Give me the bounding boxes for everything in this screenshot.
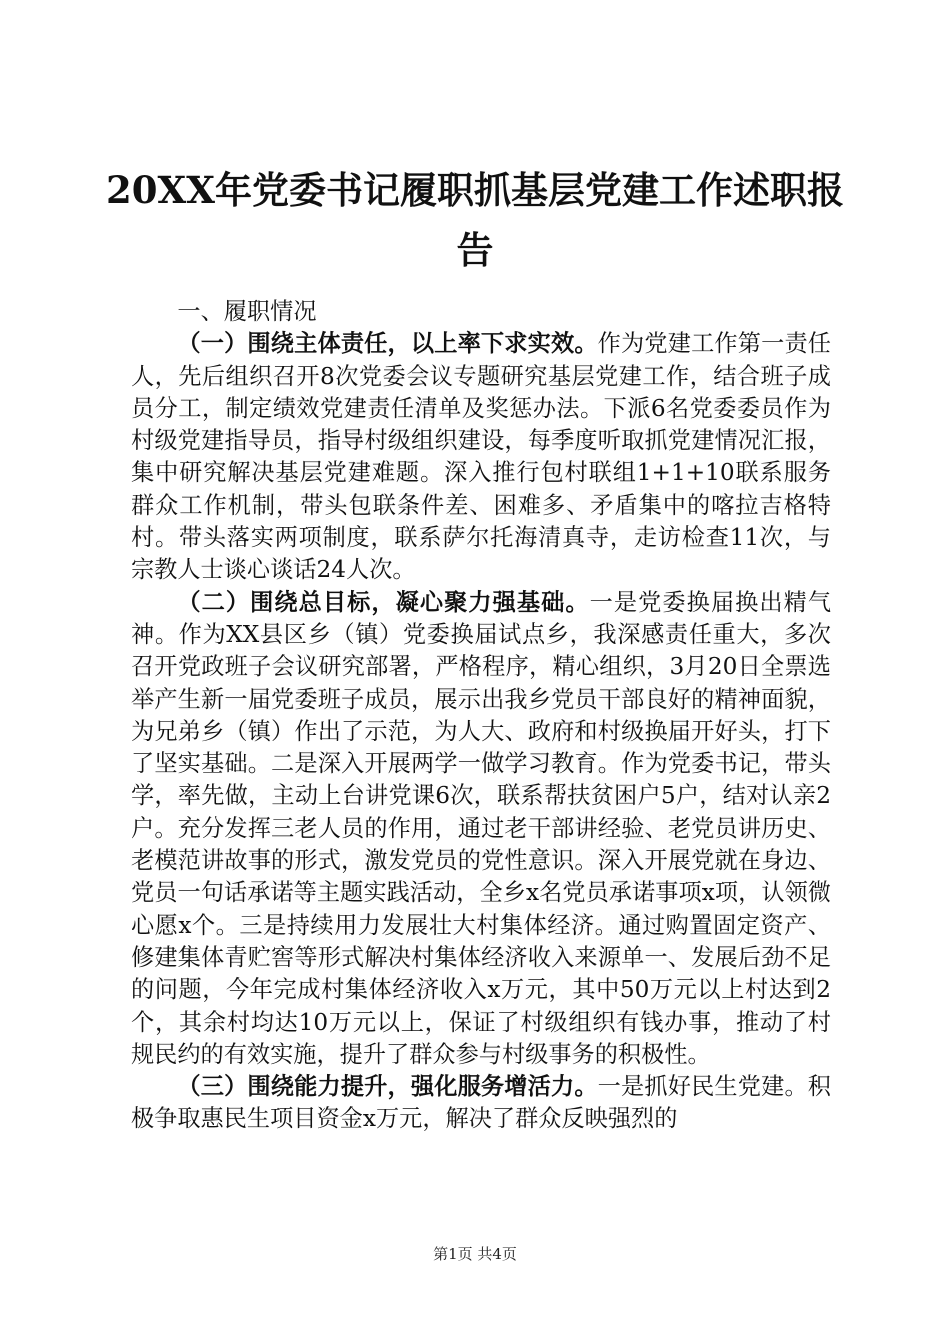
document-title: 20XX年党委书记履职抓基层党建工作述职报告 — [106, 168, 844, 272]
paragraph-3-text: 一是抓好民生党建。积极争取惠民生项目资金x万元，解决了群众反映强烈的 — [131, 1073, 831, 1133]
paragraph-1-text: 作为党建工作第一责任人，先后组织召开8次党委会议专题研究基层党建工作，结合班子成员分工，制定绩效党建责任清单及奖惩办法。下派6名党委委员作为村级党建指导员，指导村级组织建设，每季度听取抓党建情况汇报，集中研究解决基层党建难题。深入推行包村联组1+1+10联系服务群众工作机制，带头包联条件差、困难多、矛盾集中的喀拉吉格特村。带头落实两项制度，联系萨尔托海清真寺，走访检查11次，与宗教人士谈心谈话24人次。 — [131, 330, 831, 584]
document-body — [131, 296, 831, 1136]
paragraph-3 — [131, 1071, 831, 1136]
page-footer: 第1页 共4页 — [433, 1245, 517, 1263]
section-heading: 一、履职情况 — [177, 298, 317, 325]
paragraph-3-lead: （三）围绕能力提升，强化服务增活力。 — [177, 1073, 598, 1101]
paragraph-2 — [131, 587, 831, 1071]
paragraph-1 — [131, 328, 831, 586]
paragraph-2-lead: （二）围绕总目标，凝心聚力强基础。 — [177, 588, 590, 616]
paragraph-1-lead: （一）围绕主体责任，以上率下求实效。 — [177, 330, 598, 358]
paragraph-2-text: 一是党委换届换出精气神。作为XX县区乡（镇）党委换届试点乡，我深感责任重大，多次召开党政班子会议研究部署，严格程序，精心组织，3月20日全票选举产生新一届党委班子成员，展示出我乡党员干部良好的精神面貌，为兄弟乡（镇）作出了示范，为人大、政府和村级换届开好头，打下了坚实基础。二是深入开展两学一做学习教育。作为党委书记，带头学，率先做，主动上台讲党课6次，联系帮扶贫困户5户，结对认亲2户。充分发挥三老人员的作用，通过老干部讲经验、老党员讲历史、老模范讲故事的形式，激发党员的党性意识。深入开展党就在身边、党员一句话承诺等主题实践活动，全乡x名党员承诺事项x项，认领微心愿x个。三是持续用力发展壮大村集体经济。通过购置固定资产、修建集体青贮窖等形式解决村集体经济收入来源单一、发展后劲不足的问题，今年完成村集体经济收入x万元，其中50万元以上村达到2个，其余村均达10万元以上，保证了村级组织有钱办事，推动了村规民约的有效实施，提升了群众参与村级事务的积极性。 — [131, 588, 832, 1068]
